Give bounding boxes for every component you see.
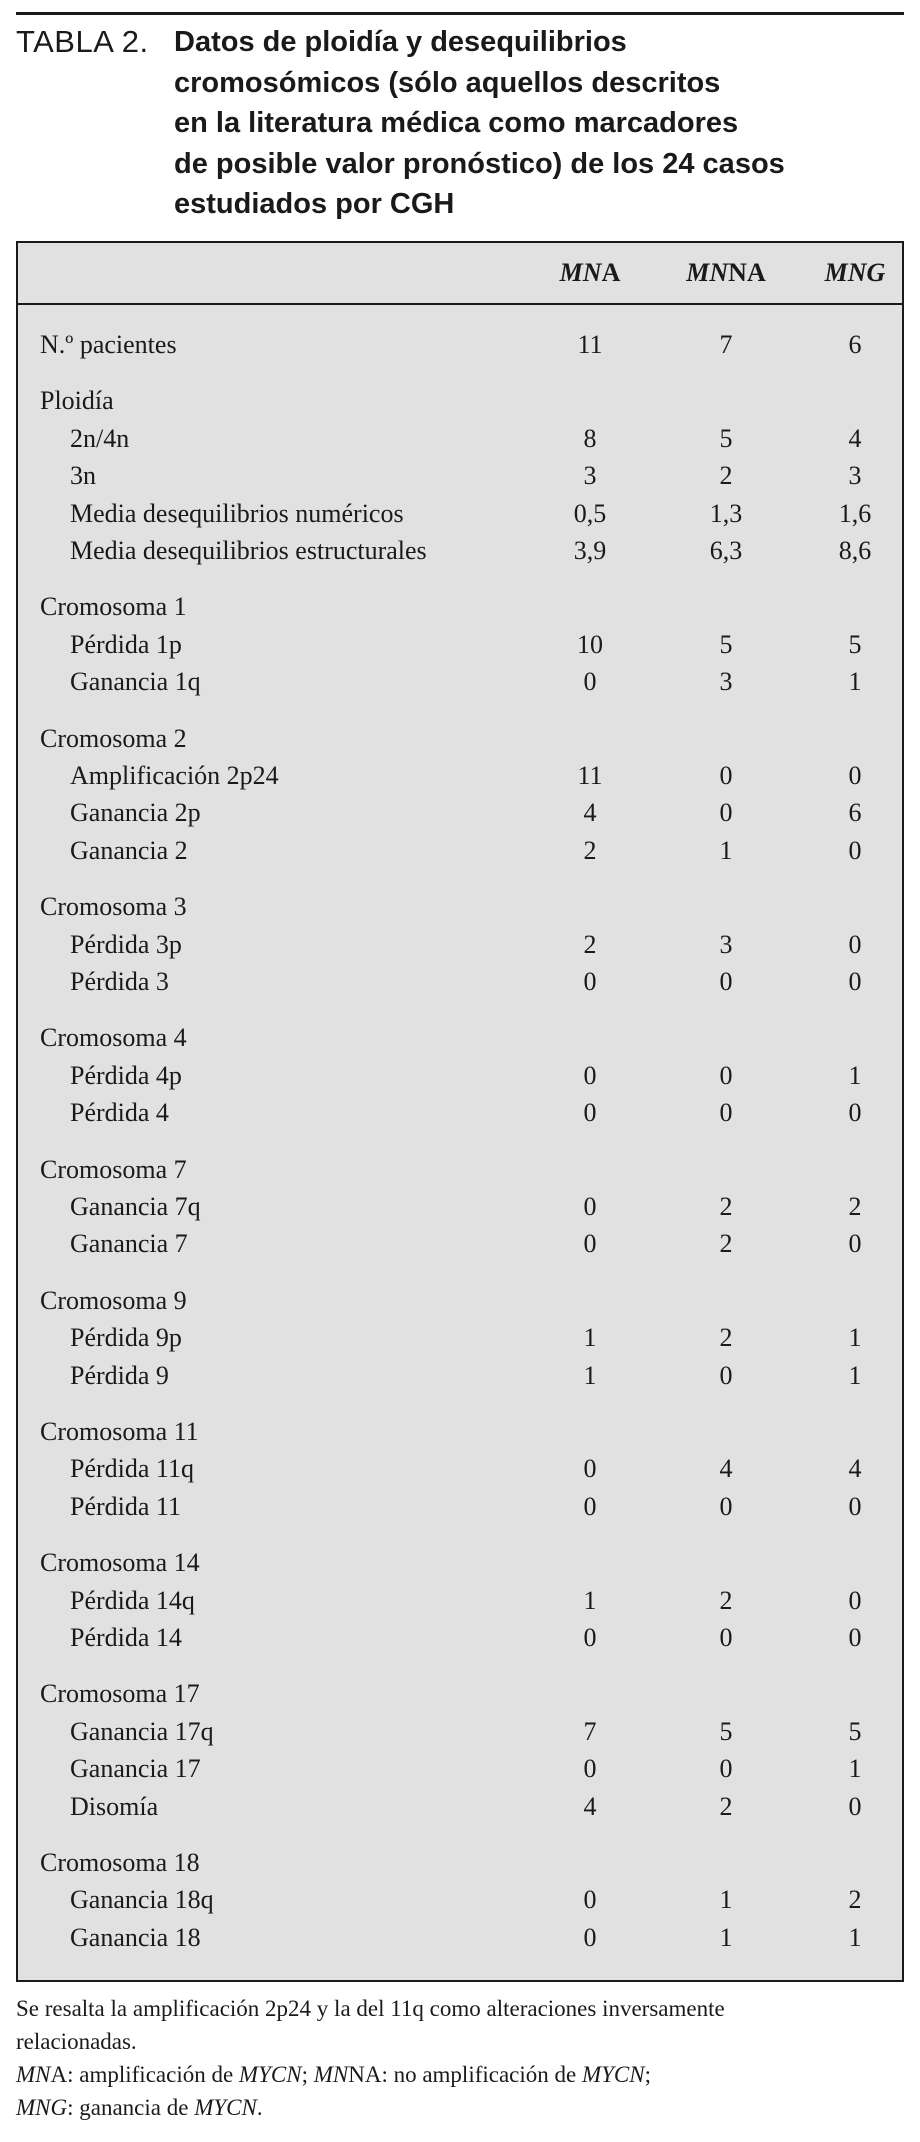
- cell-value: 0: [848, 1791, 862, 1821]
- cell-value: 0: [583, 1885, 597, 1915]
- cell-value: 2: [719, 1192, 733, 1221]
- cell-value: 0: [583, 1623, 597, 1652]
- cell-value: 1,6: [838, 498, 872, 528]
- cell-value: 1,3: [709, 498, 743, 528]
- column-header-mng: MNG: [824, 258, 886, 287]
- row-label: Pérdida 4: [70, 1098, 169, 1128]
- row-label: Amplificación 2p24: [70, 761, 279, 790]
- cell-value: 3: [848, 461, 862, 491]
- row-label: Ganancia 2p: [70, 798, 201, 828]
- row-label: Pérdida 3p: [70, 929, 182, 959]
- table-row: [18, 794, 902, 831]
- cell-value: 5: [719, 1716, 733, 1746]
- row-label: Ganancia 17q: [70, 1716, 214, 1746]
- cell-value: 2: [719, 461, 733, 491]
- cell-value: 0: [719, 1623, 733, 1652]
- table-row: [18, 663, 902, 700]
- cell-value: 0: [848, 1623, 862, 1652]
- row-label: Pérdida 14q: [70, 1585, 195, 1615]
- table-row: [18, 926, 902, 963]
- table-row: [18, 832, 902, 869]
- cell-value: 5: [719, 629, 733, 659]
- group-title-row: [18, 720, 902, 757]
- group-title: Cromosoma 11: [40, 1417, 199, 1446]
- table-row: [18, 1188, 902, 1225]
- table-label: TABLA 2.: [16, 24, 149, 59]
- cell-value: 0: [583, 1922, 597, 1952]
- cell-value: 0: [583, 1754, 597, 1784]
- table-row: [18, 626, 902, 663]
- table-row: [18, 1713, 902, 1750]
- group-title-row: [18, 588, 902, 625]
- table-row: [18, 1582, 902, 1619]
- row-label: Pérdida 1p: [70, 629, 182, 659]
- row-label: Ganancia 7q: [70, 1192, 201, 1221]
- table-row: [18, 1225, 902, 1262]
- group-title: Cromosoma 17: [40, 1679, 200, 1709]
- cell-value: 6: [848, 330, 862, 359]
- table-row: [18, 1319, 902, 1356]
- data-table: [16, 241, 904, 1982]
- cell-value: 0: [719, 1098, 733, 1128]
- group-title-row: [18, 1282, 902, 1319]
- table-row: [18, 757, 902, 794]
- cell-value: 2: [719, 1323, 733, 1353]
- cell-value: 0: [719, 967, 733, 996]
- cell-value: 1: [848, 1754, 862, 1784]
- cell-value: 3,9: [573, 536, 607, 565]
- cell-value: 0: [719, 1491, 733, 1521]
- table-row: [18, 1881, 902, 1918]
- group-title: Cromosoma 2: [40, 723, 187, 753]
- row-label: Ganancia 7: [70, 1229, 188, 1259]
- cell-value: 6: [848, 798, 862, 828]
- cell-value: 11: [577, 330, 603, 359]
- cell-value: 1: [719, 1922, 733, 1952]
- cell-value: 0: [848, 835, 862, 865]
- column-header-mna: MNA: [559, 258, 621, 287]
- row-label: Ganancia 2: [70, 835, 188, 865]
- column-header-mnna: MNNA: [686, 258, 766, 287]
- top-rule: [16, 12, 904, 15]
- row-label: Disomía: [70, 1791, 159, 1821]
- cell-value: 2: [719, 1791, 733, 1821]
- table-row: [18, 1094, 902, 1131]
- cell-value: 4: [848, 1454, 862, 1484]
- cell-value: 1: [719, 835, 733, 865]
- group-title: Cromosoma 1: [40, 592, 187, 622]
- cell-value: 0: [719, 798, 733, 828]
- cell-value: 3: [719, 929, 733, 959]
- group-title: N.º pacientes: [40, 330, 177, 359]
- cell-value: 1: [719, 1885, 733, 1915]
- cell-value: 0: [583, 1454, 597, 1484]
- cell-value: 2: [583, 835, 597, 865]
- cell-value: 10: [577, 629, 603, 659]
- group-title: Cromosoma 3: [40, 892, 187, 922]
- row-label: Pérdida 4p: [70, 1060, 182, 1090]
- cell-value: 0: [848, 1491, 862, 1521]
- row-label: Pérdida 14: [70, 1623, 182, 1652]
- group-title: Cromosoma 7: [40, 1154, 187, 1184]
- table-row: [18, 1057, 902, 1094]
- cell-value: 0: [848, 1585, 862, 1615]
- group-title-row: [18, 1675, 902, 1712]
- cell-value: 1: [583, 1360, 597, 1390]
- table-row: [18, 1357, 902, 1394]
- cell-value: 0: [848, 967, 862, 996]
- table-row: [18, 1488, 902, 1525]
- table-row: [18, 420, 902, 457]
- table-footnotes: [16, 1992, 906, 2124]
- cell-value: 0: [583, 1491, 597, 1521]
- group-title-row: [18, 1844, 902, 1881]
- cell-value: 2: [719, 1229, 733, 1259]
- cell-value: 0: [583, 1192, 597, 1221]
- group-title: Cromosoma 9: [40, 1285, 187, 1315]
- table-row: [18, 1750, 902, 1787]
- cell-value: 4: [719, 1454, 733, 1484]
- cell-value: 0: [719, 1754, 733, 1784]
- group-title-row: [18, 1544, 902, 1581]
- cell-value: 2: [848, 1192, 862, 1221]
- cell-value: 4: [583, 798, 597, 828]
- row-label: Ganancia 17: [70, 1754, 201, 1784]
- table-row: [18, 457, 902, 494]
- row-label: Media desequilibrios estructurales: [70, 536, 427, 565]
- table-row: [18, 1450, 902, 1487]
- row-label: Ganancia 18: [70, 1922, 201, 1952]
- row-label: Pérdida 3: [70, 967, 169, 996]
- group-title-row: [18, 1151, 902, 1188]
- cell-value: 11: [577, 761, 603, 790]
- table-header-row: [18, 243, 902, 305]
- row-label: Pérdida 11: [70, 1491, 181, 1521]
- cell-value: 8,6: [838, 536, 872, 565]
- table-title: [174, 22, 874, 225]
- cell-value: 1: [583, 1323, 597, 1353]
- cell-value: 2: [583, 929, 597, 959]
- cell-value: 0: [719, 1360, 733, 1390]
- row-label: Ganancia 1q: [70, 667, 201, 697]
- cell-value: 1: [848, 1060, 862, 1090]
- row-label: Pérdida 9: [70, 1360, 169, 1390]
- cell-value: 0: [719, 761, 733, 790]
- cell-value: 4: [583, 1791, 597, 1821]
- cell-value: 3: [719, 667, 733, 697]
- group-title: Cromosoma 18: [40, 1848, 200, 1877]
- cell-value: 4: [848, 423, 862, 453]
- row-label: Media desequilibrios numéricos: [70, 498, 404, 528]
- cell-value: 1: [848, 1323, 862, 1353]
- table-row: [18, 1619, 902, 1656]
- title-line: de posible valor pronóstico) de los 24 casos: [174, 147, 785, 180]
- table-row: [18, 1788, 902, 1825]
- table-row: [18, 1919, 902, 1956]
- group-title-row: [18, 1019, 902, 1056]
- group-title: Ploidía: [40, 386, 114, 416]
- title-line: cromosómicos (sólo aquellos descritos: [174, 66, 721, 99]
- cell-value: 0: [583, 1060, 597, 1090]
- cell-value: 2: [719, 1585, 733, 1615]
- table-row: [18, 495, 902, 532]
- cell-value: 2: [848, 1885, 862, 1915]
- cell-value: 0: [583, 1229, 597, 1259]
- group-title: Cromosoma 14: [40, 1548, 200, 1578]
- cell-value: 3: [583, 461, 597, 491]
- cell-value: 5: [848, 629, 862, 659]
- footnote-line: relacionadas.: [16, 2029, 137, 2054]
- title-line: estudiados por CGH: [174, 188, 455, 220]
- table-row: [18, 532, 902, 569]
- footnote-abbreviations: MNA: amplificación de MYCN; MNNA: no amplificación de MYCN;: [16, 2062, 652, 2087]
- cell-value: 0: [848, 1229, 862, 1259]
- cell-value: 7: [583, 1716, 597, 1746]
- cell-value: 0: [719, 1060, 733, 1090]
- cell-value: 0: [848, 929, 862, 959]
- row-label: Pérdida 9p: [70, 1323, 182, 1353]
- row-label: 3n: [70, 461, 96, 491]
- cell-value: 0: [583, 967, 597, 996]
- cell-value: 0: [583, 1098, 597, 1128]
- group-title: Cromosoma 4: [40, 1023, 187, 1053]
- group-title-row: [18, 888, 902, 925]
- table-row: [18, 963, 902, 1000]
- row-label: Pérdida 11q: [70, 1454, 194, 1484]
- cell-value: 7: [719, 330, 733, 359]
- cell-value: 0: [583, 667, 597, 697]
- cell-value: 1: [848, 667, 862, 697]
- footnote-line: Se resalta la amplificación 2p24 y la del 11q como alteraciones inversamente: [16, 1996, 725, 2021]
- cell-value: 6,3: [709, 536, 743, 565]
- cell-value: 0: [848, 761, 862, 790]
- group-title-row: [18, 382, 902, 419]
- cell-value: 1: [848, 1922, 862, 1952]
- cell-value: 1: [848, 1360, 862, 1390]
- row-label: 2n/4n: [70, 423, 130, 453]
- footnote-abbreviations: MNG: ganancia de MYCN.: [16, 2095, 263, 2120]
- cell-value: 0,5: [573, 498, 607, 528]
- title-line: en la literatura médica como marcadores: [174, 107, 739, 139]
- group-title-row: [18, 326, 902, 363]
- cell-value: 8: [583, 423, 597, 453]
- row-label: Ganancia 18q: [70, 1885, 214, 1915]
- title-line: Datos de ploidía y desequilibrios: [174, 26, 627, 58]
- cell-value: 0: [848, 1098, 862, 1128]
- cell-value: 1: [583, 1585, 597, 1615]
- cell-value: 5: [848, 1716, 862, 1746]
- group-title-row: [18, 1413, 902, 1450]
- cell-value: 5: [719, 423, 733, 453]
